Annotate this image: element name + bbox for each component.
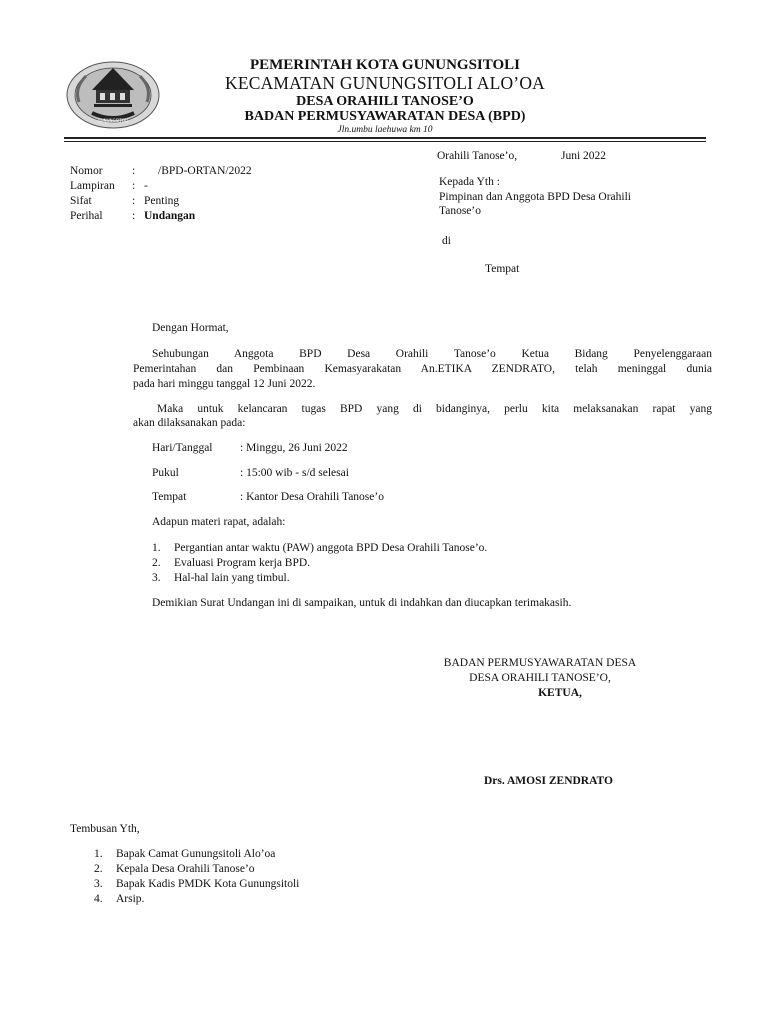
- recipient-tempat: Tempat: [485, 263, 520, 275]
- signature-org-1: BADAN PERMUSYAWARATAN DESA: [443, 657, 637, 669]
- city-emblem-logo: [64, 58, 162, 130]
- signature-name: Drs. AMOSI ZENDRATO: [484, 775, 613, 787]
- meta-perihal: [70, 209, 195, 224]
- list-item: 1. Pergantian antar waktu (PAW) anggota BPD Desa Orahili Tanose’o.: [152, 542, 488, 554]
- signature-org-2: DESA ORAHILI TANOSE’O,: [469, 672, 611, 684]
- paragraph-1-line-1: Sehubungan Anggota BPD Desa Orahili Tanose’o Ketua Bidang Penyelenggaraan: [152, 348, 712, 360]
- agenda-list: [152, 541, 487, 586]
- paragraph-2-line-2: akan dilaksanakan pada:: [133, 417, 246, 429]
- meta-label: Sifat: [70, 195, 92, 207]
- schedule-date-label: Hari/Tanggal: [152, 442, 213, 454]
- list-item: 1. Bapak Camat Gunungsitoli Alo’oa: [94, 848, 276, 860]
- header-divider-thick: [64, 137, 706, 139]
- meta-label: Perihal: [70, 210, 103, 222]
- meta-label: Nomor: [70, 165, 103, 177]
- meta-sep: :: [132, 210, 136, 222]
- schedule-place-value: : Kantor Desa Orahili Tanose’o: [240, 491, 384, 503]
- meta-value: Penting: [144, 195, 180, 207]
- meta-value: -: [144, 180, 148, 192]
- list-item: 3. Bapak Kadis PMDK Kota Gunungsitoli: [94, 878, 300, 890]
- meta-nomor: [70, 164, 252, 179]
- meta-label: Lampiran: [70, 180, 115, 192]
- date-place: Orahili Tanose’o,: [437, 150, 518, 162]
- meta-value: Undangan: [144, 210, 196, 222]
- recipient-line2: Tanose’o: [439, 205, 481, 217]
- recipient-line1: Pimpinan dan Anggota BPD Desa Orahili: [439, 191, 631, 203]
- schedule-time-label: Pukul: [152, 467, 179, 479]
- meta-sifat: [70, 194, 179, 209]
- cc-list: [94, 847, 299, 907]
- paragraph-1-line-2: Pemerintahan dan Pembinaan Kemasyarakatan An.ETIKA ZENDRATO, telah meninggal dunia: [133, 363, 712, 375]
- schedule-date-value: : Minggu, 26 Juni 2022: [240, 442, 348, 454]
- paragraph-1-line-3: pada hari minggu tanggal 12 Juni 2022.: [133, 378, 316, 390]
- recipient-kepada: Kepada Yth :: [439, 176, 500, 188]
- schedule-time-value: : 15:00 wib - s/d selesai: [240, 467, 349, 479]
- list-item: 2. Kepala Desa Orahili Tanose’o: [94, 863, 255, 875]
- schedule-place-label: Tempat: [152, 491, 187, 503]
- header-district: KECAMATAN GUNUNGSITOLI ALO’OA: [224, 73, 546, 93]
- meta-value: /BPD-ORTAN/2022: [158, 165, 252, 177]
- header-address: Jln.umbu laehuwa km 10: [337, 125, 433, 135]
- svg-text:GUNUNGSITOLI: GUNUNGSITOLI: [97, 118, 129, 123]
- list-item: 4. Arsip.: [94, 893, 145, 905]
- header-agency: BADAN PERMUSYAWARATAN DESA (BPD): [244, 109, 526, 124]
- agenda-intro: Adapun materi rapat, adalah:: [152, 516, 286, 528]
- date-value: Juni 2022: [561, 150, 607, 162]
- list-item: 3. Hal-hal lain yang timbul.: [152, 572, 290, 584]
- list-item: 2. Evaluasi Program kerja BPD.: [152, 557, 311, 569]
- cc-title: Tembusan Yth,: [70, 823, 140, 835]
- header-divider-thin: [64, 141, 706, 142]
- header-village: DESA ORAHILI TANOSE’O: [296, 94, 474, 109]
- closing-sentence: Demikian Surat Undangan ini di sampaikan, untuk di indahkan dan diucapkan terimakasih.: [152, 597, 572, 609]
- meta-lampiran: [70, 179, 148, 194]
- salutation: Dengan Hormat,: [152, 322, 229, 334]
- recipient-di: di: [442, 235, 451, 247]
- signature-role: KETUA,: [538, 687, 582, 699]
- paragraph-2-line-1: Maka untuk kelancaran tugas BPD yang di bidanginya, perlu kita melaksanakan rapat yang: [157, 403, 712, 415]
- meta-sep: :: [132, 180, 136, 192]
- meta-sep: :: [132, 165, 136, 177]
- header-government: PEMERINTAH KOTA GUNUNGSITOLI: [249, 57, 521, 73]
- meta-sep: :: [132, 195, 136, 207]
